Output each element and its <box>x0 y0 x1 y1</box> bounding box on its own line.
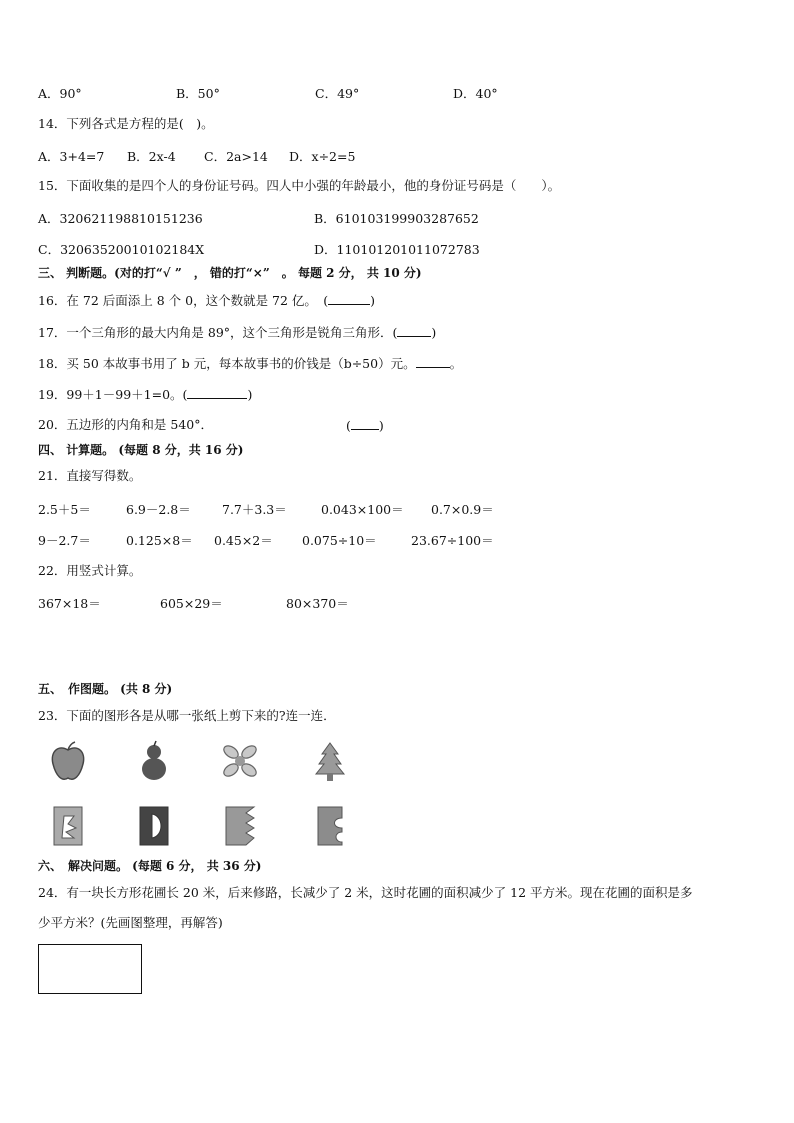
q22-item-1: 367×18＝ <box>38 596 101 611</box>
q24-line-1: 24．有一块长方形花圃长 20 米，后来修路，长减少了 2 米，这时花圃的面积减少了 12 平方米。现在花圃的面积是多 <box>38 885 693 900</box>
q16-text: 16．在 72 后面添上 8 个 0，这个数就是 72 亿。 ( <box>38 293 329 308</box>
q20-answer-blank[interactable] <box>351 417 379 430</box>
q14-stem: 14．下列各式是方程的是( )。 <box>38 116 214 131</box>
section-6-title: 六、 解决问题。 (每题 6 分， 共 36 分) <box>38 859 262 873</box>
q19-close: ) <box>247 387 253 402</box>
section-3-title: 三、 判断题。(对的打“√ ” ， 错的打“×” 。 每题 2 分， 共 10 分) <box>38 266 422 280</box>
q15-option-d: D．110101201011072783 <box>314 242 480 257</box>
q18 <box>38 355 462 372</box>
q18-text: 18．买 50 本故事书用了 b 元，每本故事书的价钱是（b÷50）元。 <box>38 356 416 371</box>
q21-r2-c1: 9－2.7＝ <box>38 533 91 548</box>
q20-open: ( <box>346 418 351 433</box>
q23-stem: 23．下面的图形各是从哪一张纸上剪下来的?连一连． <box>38 708 336 723</box>
q16-answer-blank[interactable] <box>328 292 370 305</box>
q20-answer <box>346 417 384 434</box>
tree-shape-icon <box>310 740 350 784</box>
q21-r1-c4: 0.043×100＝ <box>321 502 404 517</box>
gourd-shape-icon <box>134 740 174 784</box>
q18-answer-blank[interactable] <box>416 355 450 368</box>
q20-text: 20．五边形的内角和是 540°． <box>38 417 213 432</box>
q14-option-d: D．x÷2=5 <box>289 149 356 164</box>
q21-r1-c3: 7.7＋3.3＝ <box>222 502 287 517</box>
q17-answer-blank[interactable] <box>397 324 431 337</box>
q21-r2-c2: 0.125×8＝ <box>126 533 193 548</box>
answer-drawing-box[interactable] <box>38 944 142 994</box>
q13-option-d: D．40° <box>453 86 498 101</box>
paper-shape-3-icon <box>220 804 260 848</box>
paper-shape-2-icon <box>134 804 174 848</box>
q20-close: ) <box>378 418 384 433</box>
q17-text: 17．一个三角形的最大内角是 89°，这个三角形是锐角三角形．( <box>38 325 398 340</box>
q19-answer-blank[interactable] <box>187 386 247 399</box>
q18-close: 。 <box>449 356 463 371</box>
q21-r2-c4: 0.075÷10＝ <box>302 533 377 548</box>
flower-shape-icon <box>220 740 260 784</box>
apple-shape-icon <box>48 740 88 784</box>
q13-option-c: C．49° <box>315 86 360 101</box>
section-5-title: 五、 作图题。 (共 8 分) <box>38 682 173 696</box>
q21-r1-c2: 6.9－2.8＝ <box>126 502 191 517</box>
q15-option-a: A．320621198810151236 <box>38 211 203 226</box>
paper-shape-1-icon <box>48 804 88 848</box>
q15-stem: 15．下面收集的是四个人的身份证号码。四人中小强的年龄最小，他的身份证号码是（ ）。 <box>38 178 561 193</box>
q24-line-2: 少平方米？(先画图整理，再解答) <box>38 915 223 930</box>
q22-item-2: 605×29＝ <box>160 596 223 611</box>
q21-r2-c3: 0.45×2＝ <box>214 533 273 548</box>
q13-option-b: B．50° <box>176 86 220 101</box>
q19 <box>38 386 252 403</box>
q15-option-c: C．32063520010102184X <box>38 242 205 257</box>
q13-option-a: A．90° <box>38 86 82 101</box>
q21-r2-c5: 23.67÷100＝ <box>411 533 494 548</box>
q14-option-a: A．3+4=7 <box>38 149 105 164</box>
q21-stem: 21．直接写得数。 <box>38 468 142 483</box>
q17 <box>38 324 436 341</box>
q17-close: ) <box>431 325 437 340</box>
q15-option-b: B．610103199903287652 <box>314 211 479 226</box>
q14-option-c: C．2a>14 <box>204 149 268 164</box>
q16-close: ) <box>370 293 375 308</box>
q14-option-b: B．2x-4 <box>127 149 176 164</box>
section-4-title: 四、 计算题。 (每题 8 分，共 16 分) <box>38 443 244 457</box>
paper-shape-4-icon <box>310 804 350 848</box>
q22-item-3: 80×370＝ <box>286 596 349 611</box>
q19-text: 19．99＋1－99＋1=0。( <box>38 387 188 402</box>
q16 <box>38 292 375 309</box>
q22-stem: 22．用竖式计算。 <box>38 563 142 578</box>
q21-r1-c1: 2.5＋5＝ <box>38 502 91 517</box>
q21-r1-c5: 0.7×0.9＝ <box>431 502 494 517</box>
